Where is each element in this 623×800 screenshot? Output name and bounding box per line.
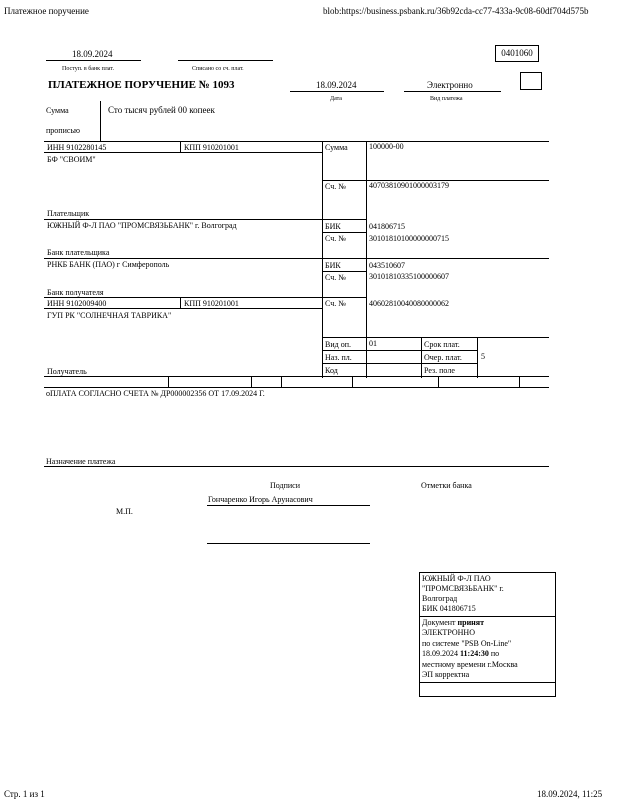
- purpose-bottom-line: [44, 466, 549, 467]
- payer-bank-bottom-line: [44, 258, 549, 259]
- payer-inn: ИНН 9102280145: [47, 143, 107, 152]
- payee-bank-account: 30101810335100000607: [369, 272, 449, 281]
- signature-line-1: [207, 505, 370, 506]
- payment-type-line: [404, 91, 501, 92]
- payer-bottom-line: [44, 219, 366, 220]
- kod-label: Код: [325, 366, 338, 375]
- payee-bank-bik: 043510607: [369, 261, 405, 270]
- payer-bank-bik: 041806715: [369, 222, 405, 231]
- received-label: Поступ. в банк плат.: [62, 66, 114, 72]
- tax-row-top-line: [44, 376, 549, 377]
- payment-type-label: Вид платежа: [430, 96, 463, 102]
- codes-top-line: [322, 337, 549, 338]
- stamp-time-suffix: по: [488, 649, 500, 658]
- payee-kpp: КПП 910201001: [184, 299, 239, 308]
- tax-cell-1: [168, 376, 169, 387]
- payer-bank-bik-line: [322, 232, 366, 233]
- stamp-time: 11:24:30: [460, 649, 489, 658]
- payee-bank-bik-label: БИК: [325, 261, 341, 270]
- purpose-label: Назначение платежа: [46, 457, 116, 466]
- mp-label: М.П.: [116, 507, 133, 516]
- payee-inn: ИНН 9102009400: [47, 299, 107, 308]
- stamp-bank-line4: БИК 041806715: [422, 604, 476, 613]
- document-title: ПЛАТЕЖНОЕ ПОРУЧЕНИЕ № 1093: [48, 79, 235, 91]
- payer-kpp: КПП 910201001: [184, 143, 239, 152]
- payment-type: Электронно: [427, 80, 473, 90]
- tax-cell-6: [519, 376, 520, 387]
- naz-label: Наз. пл.: [325, 353, 352, 362]
- stamp-local-time: местному времени г.Москва: [422, 660, 518, 669]
- payer-label: Плательщик: [47, 209, 90, 218]
- stamp-system: по системе "PSB On-Line": [422, 639, 512, 648]
- ocher-label: Очер. плат.: [424, 353, 462, 362]
- payer-kpp-divider: [180, 141, 181, 152]
- table-divider-1: [322, 141, 323, 378]
- amount-words-divider: [100, 101, 101, 141]
- payer-amount: 100000-00: [369, 142, 404, 151]
- stamp-ep: ЭП корректна: [422, 670, 470, 679]
- footer-page-number: Стр. 1 из 1: [4, 789, 45, 799]
- payee-account-label: Сч. №: [325, 299, 346, 308]
- date-label: Дата: [330, 96, 342, 102]
- payer-bank-account-label: Сч. №: [325, 234, 346, 243]
- payer-account: 40703810901000003179: [369, 181, 449, 190]
- vid-op-label: Вид оп.: [325, 340, 351, 349]
- table-divider-2: [366, 141, 367, 378]
- tax-cell-2: [251, 376, 252, 387]
- codes-divider-1: [421, 337, 422, 378]
- payer-bank-name: ЮЖНЫЙ Ф-Л ПАО "ПРОМСВЯЗЬБАНК" г. Волгоград: [47, 221, 237, 230]
- signature-line-2: [207, 543, 370, 544]
- payer-bank-bik-label: БИК: [325, 222, 341, 231]
- codes-line-2: [322, 350, 477, 351]
- tax-cell-3: [281, 376, 282, 387]
- signatures-label: Подписи: [270, 481, 301, 490]
- payee-bank-label: Банк получателя: [47, 288, 104, 297]
- payee-account: 40602810040080000062: [369, 299, 449, 308]
- stamp-doc-status-line: [422, 618, 484, 627]
- amount-words-label-2: прописью: [46, 126, 81, 135]
- stamp-bank-line1: ЮЖНЫЙ Ф-Л ПАО: [422, 574, 491, 583]
- payee-kpp-divider: [180, 297, 181, 308]
- payee-inn-line: [44, 308, 322, 309]
- tax-cell-5: [438, 376, 439, 387]
- stamp-date: 18.09.2024: [422, 649, 460, 658]
- payer-name: БФ "СВОИМ": [47, 155, 96, 164]
- payer-amount-label: Сумма: [325, 143, 348, 152]
- payee-name: ГУП РК "СОЛНЕЧНАЯ ТАВРИКА": [47, 311, 172, 320]
- bank-stamp-divider-1: [419, 616, 556, 617]
- tax-cell-4: [352, 376, 353, 387]
- stamp-electronic: ЭЛЕКТРОННО: [422, 628, 475, 637]
- form-code: 0401060: [495, 45, 539, 62]
- table-top-line: [44, 141, 549, 142]
- browser-url: blob:https://business.psbank.ru/36b92cda-cc77-433a-9c08-60df704d575b: [323, 6, 589, 16]
- received-line: [46, 60, 141, 61]
- ocher-value: 5: [481, 352, 485, 361]
- purpose-text: оПЛАТА СОГЛАСНО СЧЕТА № ДР000002356 ОТ 17.09.2024 Г.: [46, 389, 265, 398]
- codes-line-3: [322, 363, 477, 364]
- amount-words-label-1: Сумма: [46, 106, 69, 115]
- srok-label: Срок плат.: [424, 340, 460, 349]
- stamp-datetime-line: [422, 649, 499, 658]
- stamp-doc-status: принят: [457, 618, 485, 627]
- payer-bank-label: Банк плательщика: [47, 248, 110, 257]
- stamp-bank-line3: Волгоград: [422, 594, 458, 603]
- bank-marks-label: Отметки банка: [421, 481, 472, 490]
- codes-divider-2: [477, 337, 478, 378]
- footer-datetime: 18.09.2024, 11:25: [537, 789, 603, 799]
- empty-box: [520, 72, 542, 90]
- date-line: [290, 91, 384, 92]
- payer-inn-line: [44, 152, 322, 153]
- browser-page-title: Платежное поручение: [4, 6, 89, 16]
- rez-label: Рез. поле: [424, 366, 455, 375]
- stamp-doc-prefix: Документ: [422, 618, 458, 627]
- debited-label: Списано со сч. плат.: [192, 66, 244, 72]
- debited-line: [178, 60, 273, 61]
- payee-bank-name: РНКБ БАНК (ПАО) г Симферополь: [47, 260, 170, 269]
- tax-row-bottom-line: [44, 387, 549, 388]
- payee-bank-bottom-line: [44, 297, 366, 298]
- amount-words: Сто тысяч рублей 00 копеек: [108, 105, 215, 115]
- vid-op: 01: [369, 339, 377, 348]
- payer-account-label: Сч. №: [325, 182, 346, 191]
- document-date: 18.09.2024: [316, 80, 357, 90]
- received-date: 18.09.2024: [72, 49, 113, 59]
- payee-bank-account-label: Сч. №: [325, 273, 346, 282]
- payer-bank-account: 30101810100000000715: [369, 234, 449, 243]
- signer-name: Гончаренко Игорь Арунасович: [208, 495, 313, 504]
- bank-stamp-divider-2: [419, 682, 556, 683]
- payee-bank-bik-line: [322, 271, 366, 272]
- payee-label: Получатель: [47, 367, 87, 376]
- stamp-bank-line2: "ПРОМСВЯЗЬБАНК" г.: [422, 584, 504, 593]
